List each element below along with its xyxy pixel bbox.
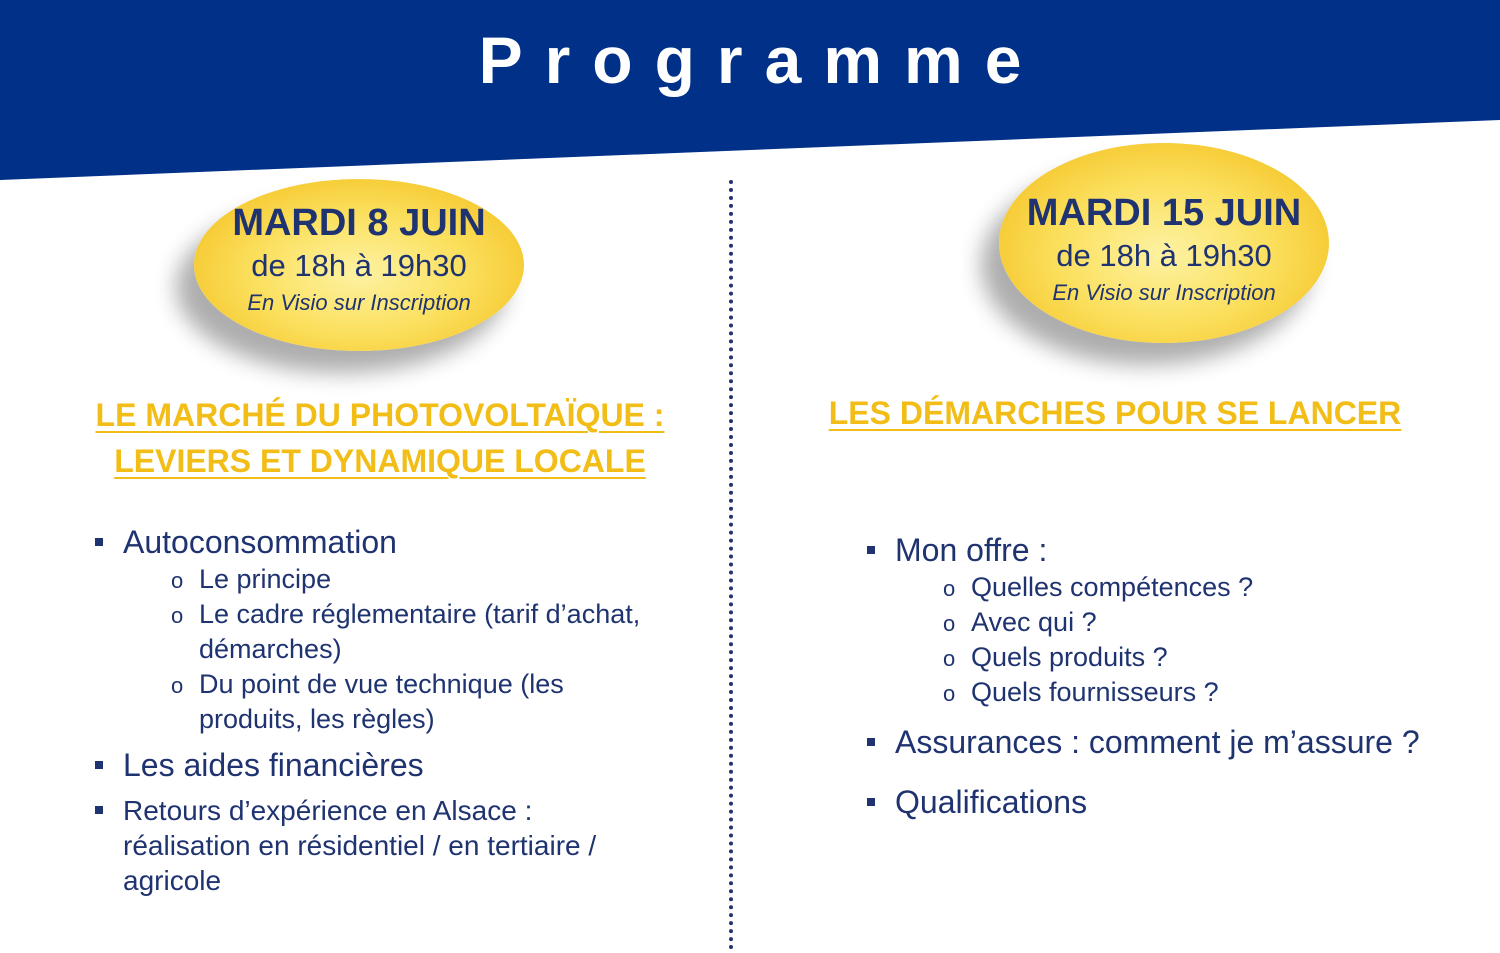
session-1-note: En Visio sur Inscription bbox=[247, 290, 471, 315]
session-2-day: MARDI 15 JUIN bbox=[1026, 192, 1302, 234]
subtopic-item: o Le cadre réglementaire (tarif d’achat, démarches) bbox=[123, 597, 655, 667]
topic-mon-offre bbox=[867, 530, 1487, 710]
session-2-theme-line-1: LES DÉMARCHES POUR SE LANCER bbox=[828, 395, 1402, 431]
page-title: Programme bbox=[478, 23, 1044, 97]
session-2-theme bbox=[780, 390, 1450, 436]
subtopic-item: o Du point de vue technique (les produits, les règles) bbox=[123, 667, 655, 737]
subtopic-list bbox=[895, 570, 1487, 710]
session-1-theme-line-2: LEVIERS ET DYNAMIQUE LOCALE bbox=[114, 443, 646, 479]
session-2-note: En Visio sur Inscription bbox=[1052, 280, 1276, 305]
subtopic-item: o Le principe bbox=[123, 562, 655, 597]
topic-assurances bbox=[867, 722, 1487, 762]
session-2-topic-list bbox=[867, 530, 1487, 822]
subtopic-item: o Quelles compétences ? bbox=[895, 570, 1487, 605]
topic-qualifications bbox=[867, 782, 1487, 822]
topic-autoconsommation bbox=[95, 522, 655, 737]
subtopic-item: o Avec qui ? bbox=[895, 605, 1487, 640]
session-2-date-badge bbox=[999, 143, 1329, 343]
session-1-day: MARDI 8 JUIN bbox=[232, 202, 486, 244]
column-divider bbox=[729, 180, 733, 950]
session-1-theme bbox=[40, 392, 720, 484]
topic-label: Retours d’expérience en Alsace : réalisation en résidentiel / en tertiaire / agricole bbox=[123, 795, 597, 896]
topic-label: Qualifications bbox=[895, 784, 1088, 820]
topic-label: Assurances : comment je m’assure ? bbox=[895, 724, 1420, 760]
topic-label: Mon offre : bbox=[895, 532, 1048, 568]
session-1-time: de 18h à 19h30 bbox=[251, 248, 467, 283]
topic-aides-financieres bbox=[95, 745, 655, 785]
topic-label: Les aides financières bbox=[123, 747, 424, 783]
session-1-date-badge bbox=[194, 179, 524, 351]
subtopic-list bbox=[123, 562, 655, 737]
session-2-time: de 18h à 19h30 bbox=[1056, 238, 1272, 273]
subtopic-item: o Quels fournisseurs ? bbox=[895, 675, 1487, 710]
subtopic-item: o Quels produits ? bbox=[895, 640, 1487, 675]
topic-label: Autoconsommation bbox=[123, 524, 397, 560]
topic-retours-experience bbox=[95, 793, 655, 898]
session-1-topic-list bbox=[95, 522, 655, 898]
session-1-theme-line-1: LE MARCHÉ DU PHOTOVOLTAÏQUE : bbox=[95, 397, 665, 433]
